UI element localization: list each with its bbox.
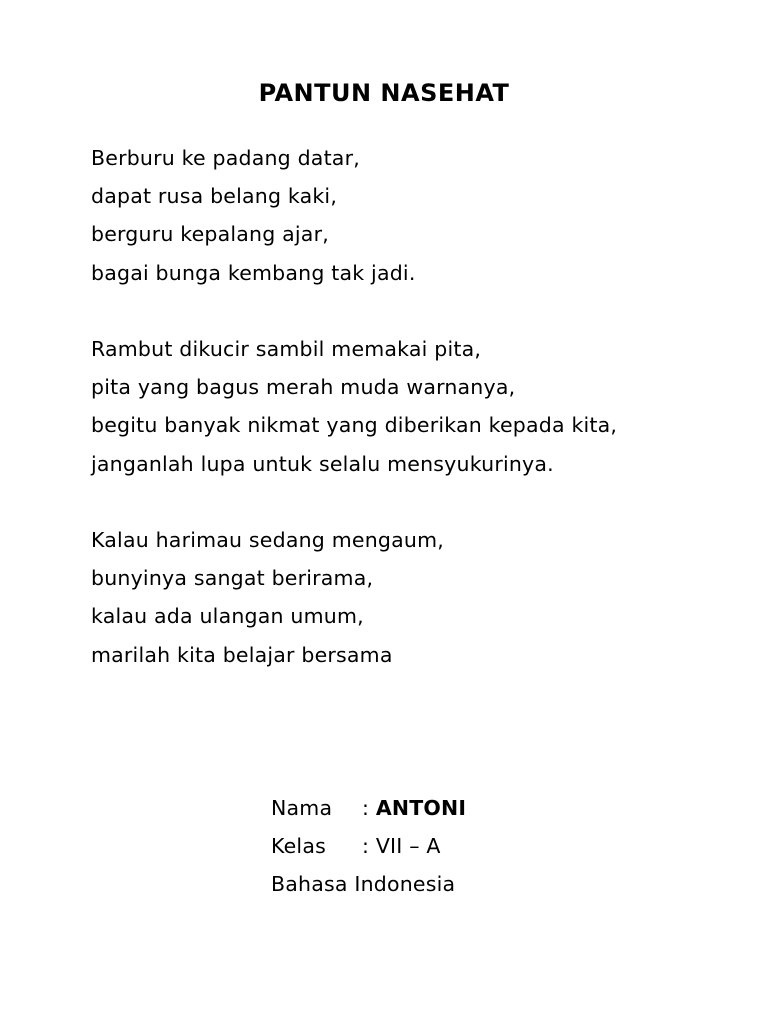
poem-line: kalau ada ulangan umum, [91,604,364,629]
poem-line: Kalau harimau sedang mengaum, [91,528,444,552]
poem-line: bagai bunga kembang tak jadi. [91,260,416,285]
class-row [271,827,466,865]
class-label: Kelas [271,834,326,859]
stanza-2 [91,330,677,483]
name-separator: : [362,796,376,820]
poem-line: dapat rusa belang kaki, [91,184,338,209]
stanza-3 [91,521,677,674]
subject-value: Bahasa Indonesia [271,872,456,897]
poem-line: janganlah lupa untuk selalu mensyukurinya. [91,451,554,476]
poem-line: Berburu ke padang datar, [91,146,360,170]
page-title: PANTUN NASEHAT [258,79,510,107]
poem-line: bunyinya sangat berirama, [91,566,374,591]
poem-line: Rambut dikucir sambil memakai pita, [91,337,482,361]
poem-line: berguru kepalang ajar, [91,222,329,247]
poem-body [91,139,677,674]
stanza-1 [91,139,677,292]
poem-line: begitu banyak nikmat yang diberikan kepada kita, [91,413,618,438]
poem-line: pita yang bagus merah muda warnanya, [91,375,516,400]
class-value: VII – A [375,834,441,859]
name-row [271,789,466,827]
class-separator: : [362,834,376,859]
name-value: ANTONI [375,796,467,820]
subject-row [271,865,466,903]
poem-line: marilah kita belajar bersama [91,642,393,667]
student-info [271,789,466,904]
name-label: Nama [271,796,333,820]
